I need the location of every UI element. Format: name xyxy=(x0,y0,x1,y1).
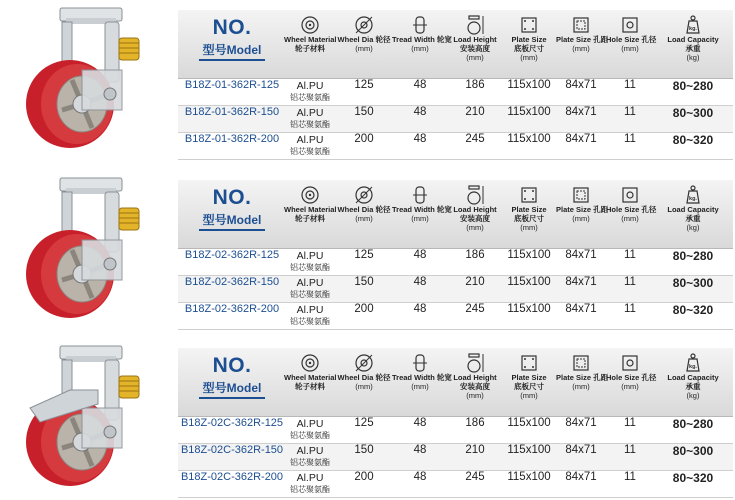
wheel-dia-icon xyxy=(354,15,374,35)
plate-cell: 115x100 xyxy=(507,303,551,315)
header-label: Load Capacity xyxy=(667,373,719,382)
plate-size-icon xyxy=(519,15,539,35)
tread-cell: 48 xyxy=(413,276,427,288)
wheel-material xyxy=(284,417,336,445)
material-sub: 铝芯聚氨酯 xyxy=(290,263,330,272)
spec-table xyxy=(178,10,733,160)
tread-cell: 48 xyxy=(413,106,427,118)
capacity-cell: 80~320 xyxy=(672,471,714,485)
table-row xyxy=(178,417,733,444)
header-unit: (mm) xyxy=(355,44,373,53)
wheel-dia-icon xyxy=(354,353,374,373)
model-number: B18Z-02-362R-125 xyxy=(184,249,280,261)
header-label-cn: 轮子材料 xyxy=(295,214,325,223)
hole-cell: 11 xyxy=(624,303,636,315)
hole-dist-cell: 84x71 xyxy=(565,79,597,91)
height-cell: 210 xyxy=(465,276,485,288)
model-header xyxy=(178,10,286,61)
header-unit: (mm) xyxy=(520,223,538,232)
material-sub: 铝芯聚氨酯 xyxy=(290,93,330,102)
material-sub: 铝芯聚氨酯 xyxy=(290,120,330,129)
header-col-1 xyxy=(336,180,392,248)
material-sub: 铝芯聚氨酯 xyxy=(290,290,330,299)
dia-cell: 125 xyxy=(354,249,374,261)
header-unit: (mm) xyxy=(466,223,484,232)
material-sub: 铝芯聚氨酯 xyxy=(290,431,330,440)
header-col-3 xyxy=(448,348,502,416)
header-unit: (mm) xyxy=(466,391,484,400)
model-label: 型号Model xyxy=(202,381,262,395)
table-row xyxy=(178,276,733,303)
hole-size-icon xyxy=(620,15,640,35)
dia-cell: 150 xyxy=(354,444,374,456)
hole-size-icon xyxy=(620,353,640,373)
model-number: B18Z-02C-362R-125 xyxy=(180,417,284,429)
header-col-0 xyxy=(284,10,336,78)
header-col-3 xyxy=(448,180,502,248)
wheel-material xyxy=(284,276,336,304)
hole-dist-cell: 84x71 xyxy=(565,249,597,261)
header-col-6 xyxy=(606,10,657,78)
hole-cell: 11 xyxy=(624,106,636,118)
header-col-2 xyxy=(392,180,452,248)
capacity-cell: 80~300 xyxy=(672,276,714,290)
wheel-material xyxy=(284,133,336,161)
header-col-4 xyxy=(502,180,556,248)
header-col-7 xyxy=(654,180,732,248)
header-unit: (kg) xyxy=(686,53,700,62)
tread-cell: 48 xyxy=(413,249,427,261)
load-height-icon xyxy=(465,353,485,373)
header-label: Tread Width 轮宽 xyxy=(392,205,452,214)
plate-cell: 115x100 xyxy=(507,106,551,118)
header-label: Wheel Dia 轮径 xyxy=(337,373,391,382)
material-main: Al.PU xyxy=(296,472,324,484)
plate-cell: 115x100 xyxy=(507,276,551,288)
header-label-cn: 安装高度 xyxy=(460,382,490,391)
wheel-material xyxy=(284,249,336,277)
header-col-7 xyxy=(654,348,732,416)
header-label: Tread Width 轮宽 xyxy=(392,35,452,44)
header-unit: (mm) xyxy=(572,382,590,391)
header-unit: (mm) xyxy=(466,53,484,62)
header-label: Wheel Material xyxy=(284,373,337,382)
plate-hole-icon xyxy=(571,185,591,205)
header-unit: (mm) xyxy=(572,44,590,53)
header-col-5 xyxy=(556,180,609,248)
material-sub: 铝芯聚氨酯 xyxy=(290,147,330,156)
tread-cell: 48 xyxy=(413,471,427,483)
hole-cell: 11 xyxy=(624,444,636,456)
header-unit: (mm) xyxy=(621,382,639,391)
header-unit: (mm) xyxy=(520,53,538,62)
wheel-material xyxy=(284,303,336,331)
header-label: Wheel Material xyxy=(284,205,337,214)
caster-image xyxy=(0,338,178,488)
header-col-4 xyxy=(502,348,556,416)
table-row xyxy=(178,133,733,160)
header-unit: (mm) xyxy=(411,382,429,391)
hole-dist-cell: 84x71 xyxy=(565,444,597,456)
header-label: Plate Size xyxy=(511,205,547,214)
header-label-cn: 底板尺寸 xyxy=(514,382,544,391)
header-label-cn: 底板尺寸 xyxy=(514,214,544,223)
load-height-icon xyxy=(465,15,485,35)
header-label: Plate Size xyxy=(511,373,547,382)
header-label: Load Height xyxy=(453,205,497,214)
header-col-5 xyxy=(556,10,609,78)
table-row xyxy=(178,471,733,498)
plate-cell: 115x100 xyxy=(507,133,551,145)
material-main: Al.PU xyxy=(296,445,324,457)
caster-image xyxy=(0,170,178,320)
table-row xyxy=(178,106,733,133)
header-label: Plate Size xyxy=(511,35,547,44)
header-col-5 xyxy=(556,348,609,416)
table-header xyxy=(178,180,733,249)
table-header xyxy=(178,348,733,417)
no-label: NO. xyxy=(212,16,252,39)
plate-hole-icon xyxy=(571,15,591,35)
capacity-cell: 80~280 xyxy=(672,417,714,431)
weight-kg-icon xyxy=(683,15,703,35)
header-label-cn: 承重 xyxy=(685,382,701,391)
hole-cell: 11 xyxy=(624,79,636,91)
caster-photo xyxy=(0,0,178,150)
model-header xyxy=(178,180,286,231)
plate-cell: 115x100 xyxy=(507,471,551,483)
header-label-cn: 承重 xyxy=(685,44,701,53)
no-label: NO. xyxy=(212,186,252,209)
material-main: Al.PU xyxy=(296,277,324,289)
plate-cell: 115x100 xyxy=(507,79,551,91)
header-unit: (mm) xyxy=(572,214,590,223)
height-cell: 210 xyxy=(465,444,485,456)
header-unit: (mm) xyxy=(520,391,538,400)
tread-cell: 48 xyxy=(413,417,427,429)
capacity-cell: 80~300 xyxy=(672,106,714,120)
material-sub: 铝芯聚氨酯 xyxy=(290,485,330,494)
dia-cell: 125 xyxy=(354,417,374,429)
header-unit: (mm) xyxy=(621,44,639,53)
header-label: Tread Width 轮宽 xyxy=(392,373,452,382)
tread-width-icon xyxy=(410,15,430,35)
header-label-cn: 安装高度 xyxy=(460,44,490,53)
hole-cell: 11 xyxy=(624,276,636,288)
wheel-material xyxy=(284,106,336,134)
hole-dist-cell: 84x71 xyxy=(565,417,597,429)
wheel-material xyxy=(284,471,336,499)
model-number: B18Z-01-362R-125 xyxy=(184,79,280,91)
dia-cell: 200 xyxy=(354,471,374,483)
tread-width-icon xyxy=(410,353,430,373)
material-main: Al.PU xyxy=(296,134,324,146)
caster-image xyxy=(0,0,178,150)
hole-dist-cell: 84x71 xyxy=(565,106,597,118)
header-col-2 xyxy=(392,348,452,416)
header-col-6 xyxy=(606,180,657,248)
header-label-cn: 承重 xyxy=(685,214,701,223)
header-label: Hole Size 孔径 xyxy=(606,205,657,214)
weight-kg-icon xyxy=(683,185,703,205)
svg-text:kg.: kg. xyxy=(689,364,697,370)
load-height-icon xyxy=(465,185,485,205)
table-row xyxy=(178,79,733,106)
wheel-icon xyxy=(300,15,320,35)
plate-hole-icon xyxy=(571,353,591,373)
svg-text:kg.: kg. xyxy=(689,196,697,202)
header-label: Wheel Material xyxy=(284,35,337,44)
caster-photo xyxy=(0,170,178,320)
product-block xyxy=(0,338,735,494)
header-col-7 xyxy=(654,10,732,78)
height-cell: 245 xyxy=(465,471,485,483)
plate-cell: 115x100 xyxy=(507,417,551,429)
height-cell: 186 xyxy=(465,249,485,261)
height-cell: 186 xyxy=(465,417,485,429)
product-block xyxy=(0,0,735,156)
hole-dist-cell: 84x71 xyxy=(565,133,597,145)
product-block xyxy=(0,170,735,326)
hole-dist-cell: 84x71 xyxy=(565,303,597,315)
weight-kg-icon xyxy=(683,353,703,373)
capacity-cell: 80~320 xyxy=(672,303,714,317)
header-label: Plate Size 孔距 xyxy=(556,35,609,44)
header-col-6 xyxy=(606,348,657,416)
height-cell: 210 xyxy=(465,106,485,118)
model-number: B18Z-02C-362R-150 xyxy=(180,444,284,456)
model-label: 型号Model xyxy=(202,43,262,57)
capacity-cell: 80~320 xyxy=(672,133,714,147)
header-unit: (kg) xyxy=(686,391,700,400)
header-col-0 xyxy=(284,180,336,248)
header-col-1 xyxy=(336,348,392,416)
tread-cell: 48 xyxy=(413,444,427,456)
header-unit: (mm) xyxy=(621,214,639,223)
height-cell: 186 xyxy=(465,79,485,91)
no-label: NO. xyxy=(212,354,252,377)
wheel-dia-icon xyxy=(354,185,374,205)
header-unit: (mm) xyxy=(355,382,373,391)
table-row xyxy=(178,303,733,330)
spec-table xyxy=(178,348,733,498)
header-unit: (mm) xyxy=(411,44,429,53)
wheel-icon xyxy=(300,185,320,205)
material-main: Al.PU xyxy=(296,304,324,316)
wheel-material xyxy=(284,444,336,472)
material-main: Al.PU xyxy=(296,418,324,430)
hole-dist-cell: 84x71 xyxy=(565,276,597,288)
material-sub: 铝芯聚氨酯 xyxy=(290,317,330,326)
header-label: Load Capacity xyxy=(667,35,719,44)
model-number: B18Z-02-362R-150 xyxy=(184,276,280,288)
model-underline xyxy=(199,397,265,399)
hole-cell: 11 xyxy=(624,417,636,429)
header-label: Hole Size 孔径 xyxy=(606,373,657,382)
model-number: B18Z-01-362R-200 xyxy=(184,133,280,145)
table-row xyxy=(178,249,733,276)
dia-cell: 200 xyxy=(354,303,374,315)
header-label: Hole Size 孔径 xyxy=(606,35,657,44)
model-underline xyxy=(199,229,265,231)
capacity-cell: 80~280 xyxy=(672,249,714,263)
height-cell: 245 xyxy=(465,303,485,315)
hole-size-icon xyxy=(620,185,640,205)
plate-cell: 115x100 xyxy=(507,444,551,456)
header-label-cn: 安装高度 xyxy=(460,214,490,223)
header-col-1 xyxy=(336,10,392,78)
header-unit: (mm) xyxy=(355,214,373,223)
hole-cell: 11 xyxy=(624,249,636,261)
header-unit: (kg) xyxy=(686,223,700,232)
table-row xyxy=(178,444,733,471)
caster-photo xyxy=(0,338,178,488)
model-header xyxy=(178,348,286,399)
material-main: Al.PU xyxy=(296,80,324,92)
capacity-cell: 80~300 xyxy=(672,444,714,458)
wheel-material xyxy=(284,79,336,107)
tread-cell: 48 xyxy=(413,79,427,91)
header-label: Load Capacity xyxy=(667,205,719,214)
hole-cell: 11 xyxy=(624,471,636,483)
header-label: Wheel Dia 轮径 xyxy=(337,205,391,214)
header-label: Load Height xyxy=(453,373,497,382)
plate-cell: 115x100 xyxy=(507,249,551,261)
model-number: B18Z-02C-362R-200 xyxy=(180,471,284,483)
model-underline xyxy=(199,59,265,61)
header-label: Wheel Dia 轮径 xyxy=(337,35,391,44)
header-label-cn: 轮子材料 xyxy=(295,44,325,53)
hole-cell: 11 xyxy=(624,133,636,145)
capacity-cell: 80~280 xyxy=(672,79,714,93)
header-unit: (mm) xyxy=(411,214,429,223)
header-col-3 xyxy=(448,10,502,78)
tread-cell: 48 xyxy=(413,303,427,315)
dia-cell: 150 xyxy=(354,276,374,288)
header-label-cn: 轮子材料 xyxy=(295,382,325,391)
table-header xyxy=(178,10,733,79)
header-label-cn: 底板尺寸 xyxy=(514,44,544,53)
header-label: Plate Size 孔距 xyxy=(556,373,609,382)
dia-cell: 200 xyxy=(354,133,374,145)
model-number: B18Z-02-362R-200 xyxy=(184,303,280,315)
material-main: Al.PU xyxy=(296,107,324,119)
material-sub: 铝芯聚氨酯 xyxy=(290,458,330,467)
material-main: Al.PU xyxy=(296,250,324,262)
tread-width-icon xyxy=(410,185,430,205)
tread-cell: 48 xyxy=(413,133,427,145)
plate-size-icon xyxy=(519,353,539,373)
model-label: 型号Model xyxy=(202,213,262,227)
header-col-0 xyxy=(284,348,336,416)
spec-table xyxy=(178,180,733,330)
model-number: B18Z-01-362R-150 xyxy=(184,106,280,118)
height-cell: 245 xyxy=(465,133,485,145)
header-col-4 xyxy=(502,10,556,78)
plate-size-icon xyxy=(519,185,539,205)
header-label: Load Height xyxy=(453,35,497,44)
dia-cell: 125 xyxy=(354,79,374,91)
wheel-icon xyxy=(300,353,320,373)
header-col-2 xyxy=(392,10,452,78)
dia-cell: 150 xyxy=(354,106,374,118)
header-label: Plate Size 孔距 xyxy=(556,205,609,214)
svg-text:kg.: kg. xyxy=(689,26,697,32)
hole-dist-cell: 84x71 xyxy=(565,471,597,483)
